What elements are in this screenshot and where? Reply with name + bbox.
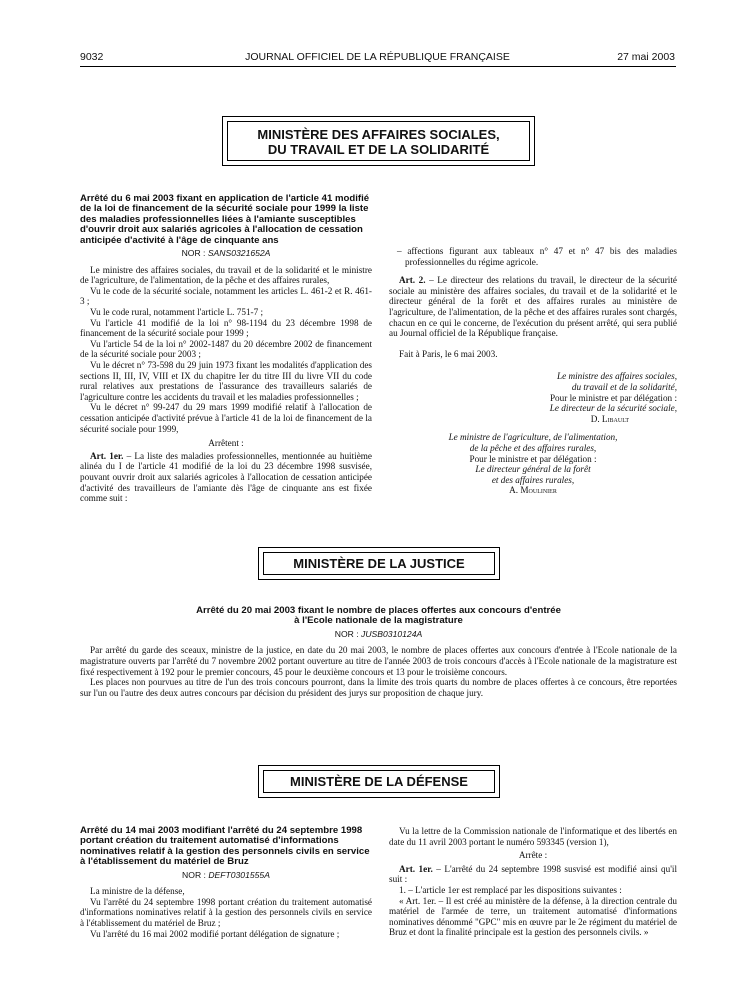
arrete1-para-2: Vu le code rural, notamment l'article L. 751-7 ; [90,307,264,317]
arrete1-left-column [80,194,372,504]
sig1-line-2: Pour le ministre et par délégation : [549,392,677,403]
arrete1-art1-item: – affections figurant aux tableaux n° 47 et n° 47 bis des maladies professionnelles du régime agricole. [397,246,677,267]
arrete3-para-0: La ministre de la défense, [90,886,185,897]
arrete2-nor [80,629,677,640]
sig2-line-4: et des affaires rurales, [491,474,575,485]
arrete2-section [80,606,677,698]
page-header [80,51,675,67]
ministry-social-line1: MINISTÈRE DES AFFAIRES SOCIALES, [257,127,500,142]
arrete1-fait: Fait à Paris, le 6 mai 2003. [399,348,498,359]
nor-code: SANS0321652A [207,248,271,259]
arrete3-right-column [389,826,677,938]
arrete3-left-column [80,826,372,939]
arrete1-para-1: Vu le code de la sécurité sociale, notamment les articles L. 461-2 et R. 461-3 ; [80,285,372,307]
arrete1-art1-label: Art. 1er. [90,450,124,461]
arrete3-para-1: Vu l'arrêté du 24 septembre 1998 portant création du traitement automatisé d'informations nominatives relatif à la gestion des personnels civils en service à l'établissement du matériel de Bruz ; [80,896,372,928]
arrete2-para-1: Par arrêté du garde des sceaux, ministre de la justice, en date du 20 mai 2003, le nombre de places offertes aux concours d'entrée à l'Ecole nationale de la magistrature ouverts par l'arrêté du 7 novembre 2002 portant ouverture au titre de l'année 2003 de trois concours d'accès à l'Ecole nationale de la magistrature est fixé respectivement à 192 pour le premier concours, 45 pour le deuxième concours et 13 pour le troisième concours. [80,645,677,677]
arrete1-para-0: Le ministre des affaires sociales, du travail et de la solidarité et le ministre de l'agriculture, de l'alimentation, de la pêche et des affaires rurales, [80,264,372,286]
arrete3-item-1: 1. – L'article 1er est remplacé par les dispositions suivantes : [399,884,622,895]
arrete1-para-5: Vu le décret n° 73-598 du 29 juin 1973 fixant les modalités d'application des sections II, III, IV, VIII et IX du chapitre Ier du titre III du livre VII du code rural relatives aux prestations de l'assurance des travailleurs salariés de l'agriculture contre les accidents du travail et les maladies professionnelles ; [80,359,372,402]
nor-label: NOR : [181,248,206,259]
sig2-line-3: Le directeur général de la forêt [475,464,591,475]
sig1-line-1: du travail et de la solidarité, [571,381,677,392]
arrete3-quote: « Art. 1er. – Il est créé au ministère de la défense, à la direction centrale du matériel de l'armée de terre, un traitement automatisé d'informations nominatives dénommé "GPC" mis en œuvre par le 2e régiment du matériel de Bruz et dont la finalité principale est la gestion des personnels civils. » [389,895,677,938]
arrete2-para-2: Les places non pourvues au titre de l'un des trois concours pourront, dans la limite des trois quarts du nombre de places offertes à ce concours, être reportées sur l'un ou l'autre des deux autres concours par décision du président des jurys sur proposition de chaque jury. [80,677,677,698]
journal-title: JOURNAL OFFICIEL DE LA RÉPUBLIQUE FRANÇAISE [245,51,510,63]
ministry-social-box [222,116,535,166]
arrete1-art1-text: – La liste des maladies professionnelles, mentionnée au huitième alinéa du I de l'article 41 modifié de la loi du 23 décembre 1998 susvisée, pouvant ouvrir droit aux salariés agricoles à l'allocation de cessation anticipée d'activité des travailleurs de l'amiante dès l'âge de cinquante ans est fixée comme suit : [80,450,372,504]
nor-code: DEFT0301555A [208,869,270,880]
arrete3-para-right-1: Vu la lettre de la Commission nationale de l'informatique et des libertés en date du 11 avril 2003 portant le numéro 593345 (version 1), [389,826,677,847]
header-rule [80,66,676,67]
sig1-name: D. Libault [590,413,629,424]
arrete2-title-line1: Arrêté du 20 mai 2003 fixant le nombre de places offertes aux concours d'entrée [196,605,561,616]
signature-block-2 [389,432,677,496]
sig1-line-0: Le ministre des affaires sociales, [556,371,677,382]
arrete1-para-4: Vu l'article 54 de la loi n° 2002-1487 du 20 décembre 2002 de financement de la sécurité sociale pour 2003 ; [80,338,372,360]
arrete1-title: Arrêté du 6 mai 2003 fixant en application de l'article 41 modifié de la loi de financement de la sécurité sociale pour 1999 la liste des maladies professionnelles liées à l'amiante susceptibles d'ouvrir droit aux salariés agricoles à l'allocation de cessation anticipée d'activité à l'âge de cinquante ans [80,193,370,246]
arrete3-nor [80,870,372,881]
arrete3-art1-label: Art. 1er. [399,863,433,874]
arrete1-para-6: Vu le décret n° 99-247 du 29 mars 1999 modifié relatif à l'allocation de cessation anticipée d'activité prévue à l'article 41 de la loi de financement de la sécurité sociale pour 1999, [80,402,372,434]
arrete1-art2-label: Art. 2. [399,275,426,286]
sig2-line-1: de la pêche et des affaires rurales, [469,442,597,453]
nor-label: NOR : [182,869,206,880]
arrete3-para-2: Vu l'arrêté du 16 mai 2002 modifié portant délégation de signature ; [90,928,340,939]
arrete1-para-3: Vu l'article 41 modifié de la loi n° 98-1194 du 23 décembre 1998 de financement de la sécurité sociale pour 1999 ; [80,317,372,339]
page-number: 9032 [80,51,104,63]
sig2-line-0: Le ministre de l'agriculture, de l'alimentation, [448,432,618,443]
sig1-line-3: Le directeur de la sécurité sociale, [549,403,677,414]
issue-date: 27 mai 2003 [617,51,675,63]
ministry-social-line2: DU TRAVAIL ET DE LA SOLIDARITÉ [267,142,490,157]
sig2-name: A. Moulinier [509,485,557,496]
ministry-defense-box [258,765,500,798]
nor-code: JUSB0310124A [361,628,423,639]
arrete1-nor [80,248,372,259]
arrete1-right-column [389,194,677,496]
ministry-defense-label: MINISTÈRE DE LA DÉFENSE [290,774,468,789]
ministry-justice-label: MINISTÈRE DE LA JUSTICE [293,556,465,571]
arrete1-art2-text: – Le directeur des relations du travail, le directeur de la sécurité sociale au ministère des affaires sociales, du travail et de la solidarité et le directeur général de la forêt et des affaires rurales au ministère de l'agriculture, de l'alimentation, de la pêche et des affaires rurales sont chargés, chacun en ce qui le concerne, de l'exécution du présent arrêté, qui sera publié au Journal officiel de la République française. [389,275,677,339]
arrete3-arrete: Arrête : [518,850,548,861]
nor-label: NOR : [334,628,359,639]
ministry-justice-box [258,547,500,580]
signature-block-1 [389,371,677,424]
arrete1-arretent: Arrêtent : [208,438,244,449]
arrete3-art1-text: – L'arrêté du 24 septembre 1998 susvisé est modifié ainsi qu'il suit : [389,863,677,885]
arrete2-title-line2: à l'Ecole nationale de la magistrature [294,615,463,627]
sig2-line-2: Pour le ministre et par délégation : [469,453,597,464]
arrete3-title: Arrêté du 14 mai 2003 modifiant l'arrêté du 24 septembre 1998 portant création du traitement automatisé d'informations nominatives relatif à la gestion des personnels civils en service à l'établissement du matériel de Bruz [80,825,370,868]
